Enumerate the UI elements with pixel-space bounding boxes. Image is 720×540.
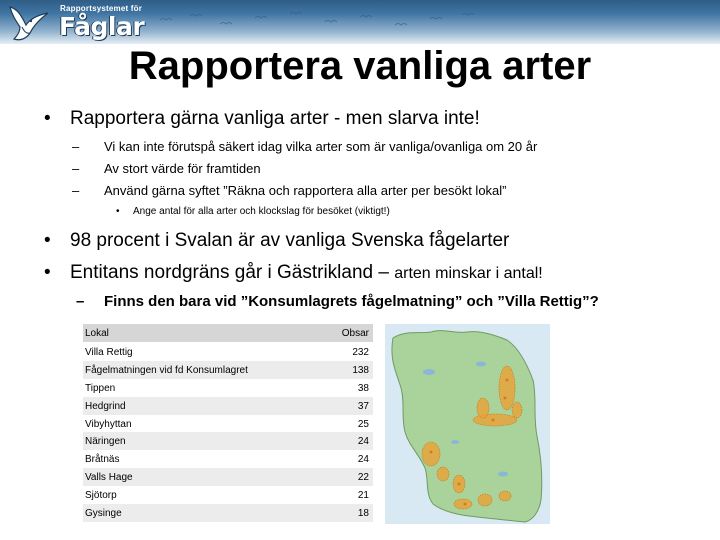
cell-obsar: 22 (357, 472, 369, 483)
cell-lokal: Gysinge (85, 508, 122, 519)
bullet-text: 98 procent i Svalan är av vanliga Svenska fågelarter (70, 230, 510, 251)
cell-obsar: 18 (357, 508, 369, 519)
bullet-text (70, 262, 543, 284)
cell-lokal: Sjötorp (85, 490, 117, 501)
bullet-marker: – (72, 183, 80, 198)
cell-obsar: 37 (357, 401, 369, 412)
header-banner (0, 0, 720, 44)
cell-lokal: Villa Rettig (85, 347, 133, 358)
cell-lokal: Näringen (85, 436, 126, 447)
banner-subtitle: Rapportsystemet för (60, 4, 143, 13)
cell-obsar: 25 (357, 419, 369, 430)
column-header-obsar: Obsar (341, 328, 369, 339)
table-row (83, 432, 373, 450)
bullet-text-main: Entitans nordgräns går i Gästrikland – (70, 262, 395, 283)
distribution-map (385, 324, 550, 524)
bullet-marker: – (76, 293, 85, 310)
cell-obsar: 24 (357, 436, 369, 447)
cell-lokal: Vibyhyttan (85, 419, 132, 430)
bullet-text: Rapportera gärna vanliga arter - men slarva inte! (70, 108, 480, 129)
bullet-marker: • (116, 206, 120, 217)
bullet-text: Vi kan inte förutspå säkert idag vilka arter som är vanliga/ovanliga om 20 år (104, 139, 538, 154)
cell-obsar: 138 (352, 365, 369, 376)
table-row (83, 468, 373, 486)
bullet-marker: – (72, 139, 80, 154)
cell-lokal: Tippen (85, 383, 116, 394)
cell-obsar: 24 (357, 454, 369, 465)
bullet-text: Finns den bara vid ”Konsumlagrets fågelmatning” och ”Villa Rettig”? (104, 293, 599, 310)
bird-flock-icon (150, 6, 490, 36)
bullet-text: Använd gärna syftet ”Räkna och rapportera alla arter per besökt lokal” (104, 183, 507, 198)
bullet-marker: • (44, 230, 51, 251)
cell-obsar: 21 (357, 490, 369, 501)
bird-logo-icon (4, 1, 52, 43)
table-row (83, 397, 373, 415)
cell-lokal: Valls Hage (85, 472, 133, 483)
bullet-marker: • (44, 262, 51, 283)
table-row (83, 415, 373, 433)
cell-lokal: Fågelmatningen vid fd Konsumlagret (85, 365, 248, 376)
bullet-text-small: arten minskar i antal! (394, 265, 543, 282)
table-row (83, 379, 373, 397)
cell-obsar: 232 (352, 347, 369, 358)
cell-lokal: Hedgrind (85, 401, 126, 412)
table-row (83, 450, 373, 468)
banner-logo-text: Fåglar (59, 12, 145, 41)
bullet-text: Av stort värde för framtiden (104, 161, 261, 176)
table-row (83, 486, 373, 504)
column-header-lokal: Lokal (85, 328, 109, 339)
table-header-row (83, 324, 373, 342)
table-row (83, 343, 373, 361)
cell-obsar: 38 (357, 383, 369, 394)
slide-title: Rapportera vanliga arter (128, 44, 592, 88)
bullet-marker: • (44, 108, 51, 129)
table-row (83, 504, 373, 522)
table-row (83, 361, 373, 379)
cell-lokal: Bråtnäs (85, 454, 120, 465)
bullet-marker: – (72, 161, 80, 176)
bullet-text: Ange antal för alla arter och klockslag för besöket (viktigt!) (133, 206, 390, 217)
